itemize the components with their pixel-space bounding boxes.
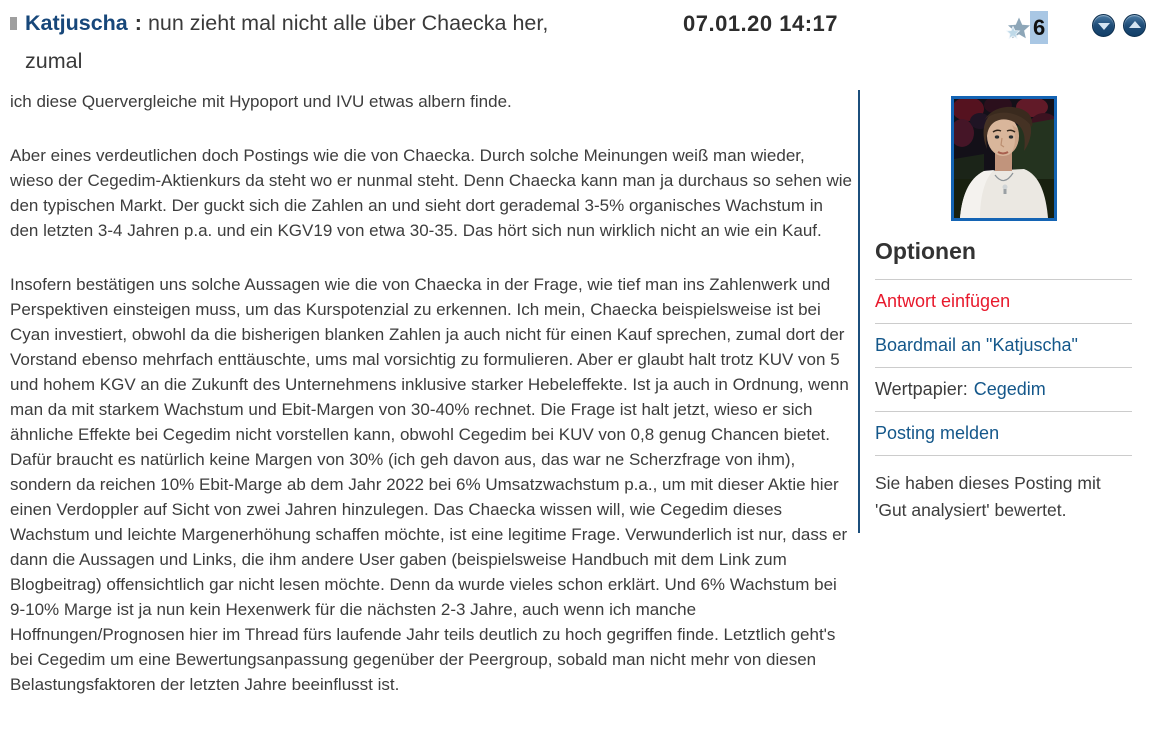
- post-paragraph: Insofern bestätigen uns solche Aussagen wie die von Chaecka in der Frage, wie tief man ins Zahlenwerk und Perspektiven einsteigen muss, um das Kurspotenzial zu erkennen. Ich mein, Chaecka beispielsweise ist bei Cyan investiert, obwohl da die bisherigen blanken Zahlen ja auch nicht für einen Kauf sprechen, zumal dort der Vorstand ebenso mehrfach enttäuschte, ums mal vorsichtig zu formulieren. Aber er glaubt halt trotz KUV von 5 und hohem KGV an die Zukunft des Unternehmens inklusive starker Hebeleffekte. Ist ja auch in Ordnung, wenn man da mit starkem Wachstum und Ebit-Margen von 30-40% rechnet. Die Frage ist halt jetzt, wieso er sich ähnliche Effekte bei Cegedim nicht vorstellen kann, obwohl Cegedim bei KUV von 0,8 genug Chancen bietet. Dafür braucht es natürlich keine Margen von 30% (ich geh davon aus, das war ne Scherzfrage von ihm), sondern da reichen 10% Ebit-Marge ab dem Jahr 2022 bei 6% Umsatzwachstum p.a., um mit dieser Aktie hier einen Verdoppler auf Sicht von zwei Jahren hinzulegen. Das Chaecka wissen will, wie Cegedim dieses Wachstum und leichte Margenerhöhung schaffen möchte, ist eine legitime Frage. Verwunderlich ist nur, dass er dann die Aussagen und Links, die ihm andere User gaben (beispielsweise Handbuch mit dem Link zum Blogbeitrag) offensichtlich gar nicht lesen möchte. Denn da wurde vieles schon erklärt. Und 6% Wachstum bei 9-10% Marge ist ja nun kein Hexenwerk für die nächsten 2-3 Jahre, auch wenn ich manche Hoffnungen/Prognosen hier im Thread fürs laufende Jahr teils deutlich zu hoch gegriffen finde. Letztlich geht's bei Cegedim um eine Bewertungsanpassung gegenüber der Peergroup, sobald man nicht mehr von diesen Belastungsfaktoren der letzten Jahre beeinflusst ist.: [10, 275, 849, 694]
- chevron-down-icon: [1098, 23, 1110, 30]
- title-separator: :: [134, 11, 142, 35]
- author-marker-icon: [10, 17, 17, 30]
- options-list: [875, 279, 1132, 456]
- options-heading: Optionen: [875, 238, 976, 264]
- post-navigation: [1092, 14, 1146, 37]
- sidebar-divider: [858, 90, 860, 533]
- option-report[interactable]: [875, 412, 1132, 456]
- rating-note: Sie haben dieses Posting mit 'Gut analysiert' bewertet.: [875, 473, 1101, 520]
- post-body: [10, 89, 852, 726]
- avatar-image[interactable]: [951, 96, 1057, 221]
- option-wertpapier[interactable]: [875, 368, 1132, 412]
- post-title: [25, 4, 725, 80]
- report-link[interactable]: Posting melden: [875, 423, 1000, 443]
- option-reply[interactable]: [875, 280, 1132, 324]
- post-title-line2: zumal: [25, 49, 83, 73]
- wertpapier-link[interactable]: Cegedim: [973, 379, 1046, 399]
- wertpapier-label: Wertpapier:: [875, 379, 968, 399]
- author-link[interactable]: Katjuscha: [25, 11, 128, 35]
- post-title-line1: nun zieht mal nicht alle über Chaecka her,: [147, 11, 549, 35]
- reply-link[interactable]: Antwort einfügen: [875, 291, 1011, 311]
- post-paragraph: ich diese Quervergleiche mit Hypoport und IVU etwas albern finde.: [10, 92, 512, 111]
- post-rating: [1005, 11, 1048, 44]
- post-paragraph: Aber eines verdeutlichen doch Postings wie die von Chaecka. Durch solche Meinungen weiß man wieder, wieso der Cegedim-Aktienkurs da steht wo er nunmal steht. Denn Chaecka kann man ja durchaus so sehen wie den typischen Markt. Der guckt sich die Zahlen an und sieht dort gerademal 3-5% organisches Wachstum in den letzten 3-4 Jahren p.a. und ein KGV19 von etwa 30-35. Das hört sich nun wirklich nicht an wie ein Kauf.: [10, 146, 852, 240]
- options-sidebar: [875, 90, 1132, 524]
- option-boardmail[interactable]: [875, 324, 1132, 368]
- vote-down-button[interactable]: [1092, 14, 1115, 37]
- rating-count: 6: [1030, 11, 1048, 44]
- star-icon[interactable]: [1005, 15, 1032, 41]
- post-datetime: 07.01.20 14:17: [683, 11, 839, 36]
- chevron-up-icon: [1129, 21, 1141, 28]
- boardmail-link[interactable]: Boardmail an "Katjuscha": [875, 335, 1078, 355]
- vote-up-button[interactable]: [1123, 14, 1146, 37]
